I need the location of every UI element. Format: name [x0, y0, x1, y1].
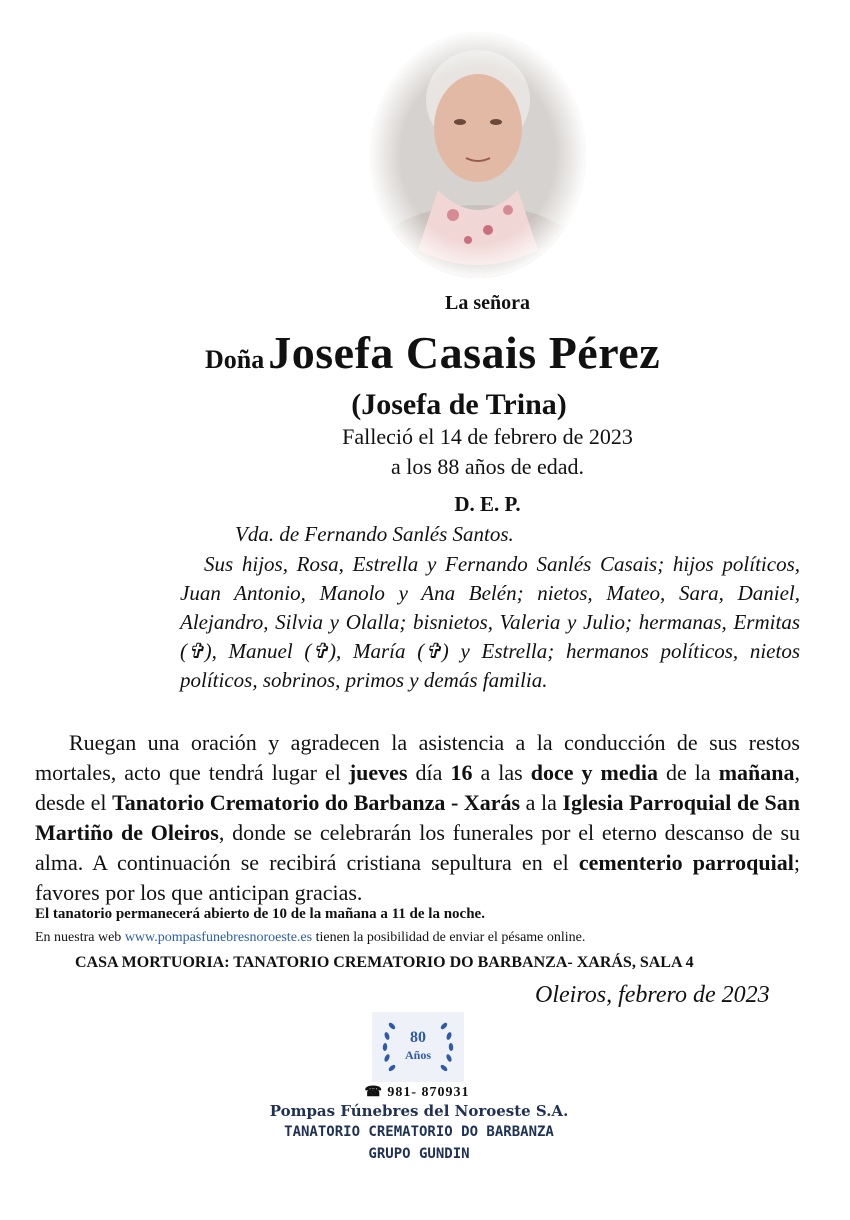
- rip-label: D. E. P.: [454, 492, 521, 516]
- website-link[interactable]: www.pompasfunebresnoroeste.es: [124, 930, 313, 945]
- opening-hours: El tanatorio permanecerá abierto de 10 de la mañana a 11 de la noche.: [35, 906, 485, 922]
- family-list: Sus hijos, Rosa, Estrella y Fernando Sanlés Casais; hijos políticos, Juan Antonio, Manolo y Ana Belén; nietos, Mateo, Sara, Daniel, Alejandro, Silvia y Olalla; bisnietos, Valeria y Julio; hermanas, Ermitas (✞), Manuel (✞), María (✞) y Estrella; hermanos políticos, nietos políticos, sobrinos, primos y demás familia.: [180, 552, 800, 692]
- group-name: GRUPO GUNDIN: [368, 1146, 470, 1162]
- deceased-name: [205, 326, 805, 379]
- tanatorio-name: TANATORIO CREMATORIO DO BARBANZA: [284, 1124, 554, 1140]
- full-name: Josefa Casais Pérez: [268, 327, 661, 378]
- portrait-photo: [368, 30, 588, 280]
- death-date: Falleció el 14 de febrero de 2023: [342, 424, 633, 449]
- logo-number: 80: [410, 1029, 426, 1046]
- company-name: Pompas Fúnebres del Noroeste S.A.: [269, 1102, 569, 1120]
- logo-years: Años: [404, 1048, 432, 1062]
- phone-icon: ☎: [364, 1085, 388, 1100]
- name-prefix: Doña: [205, 345, 265, 374]
- web-note: En nuestra web www.pompasfunebresnoroeste.es tienen la posibilidad de enviar el pésame online.: [35, 930, 586, 945]
- ceremony-paragraph: Ruegan una oración y agradecen la asistencia a la conducción de sus restos mortales, acto que tendrá lugar el jueves día 16 a las doce y media de la mañana, desde el Tanatorio Crematorio do Barbanza - Xarás a la Iglesia Parroquial de San Martiño de Oleiros, donde se celebrarán los funerales por el eterno descanso de su alma. A continuación se recibirá cristiana sepultura en el cementerio parroquial; favores por los que anticipan gracias.: [35, 730, 801, 905]
- funeral-house: CASA MORTUORIA: TANATORIO CREMATORIO DO BARBANZA- XARÁS, SALA 4: [75, 954, 694, 971]
- intro-label: La señora: [445, 292, 530, 314]
- nickname: (Josefa de Trina): [351, 388, 567, 421]
- phone-number: ☎ 981- 870931: [364, 1085, 470, 1100]
- widow-line: Vda. de Fernando Sanlés Santos.: [235, 522, 514, 546]
- age: a los 88 años de edad.: [390, 454, 585, 479]
- anniversary-logo: [372, 1012, 464, 1082]
- place-date: Oleiros, febrero de 2023: [535, 982, 770, 1008]
